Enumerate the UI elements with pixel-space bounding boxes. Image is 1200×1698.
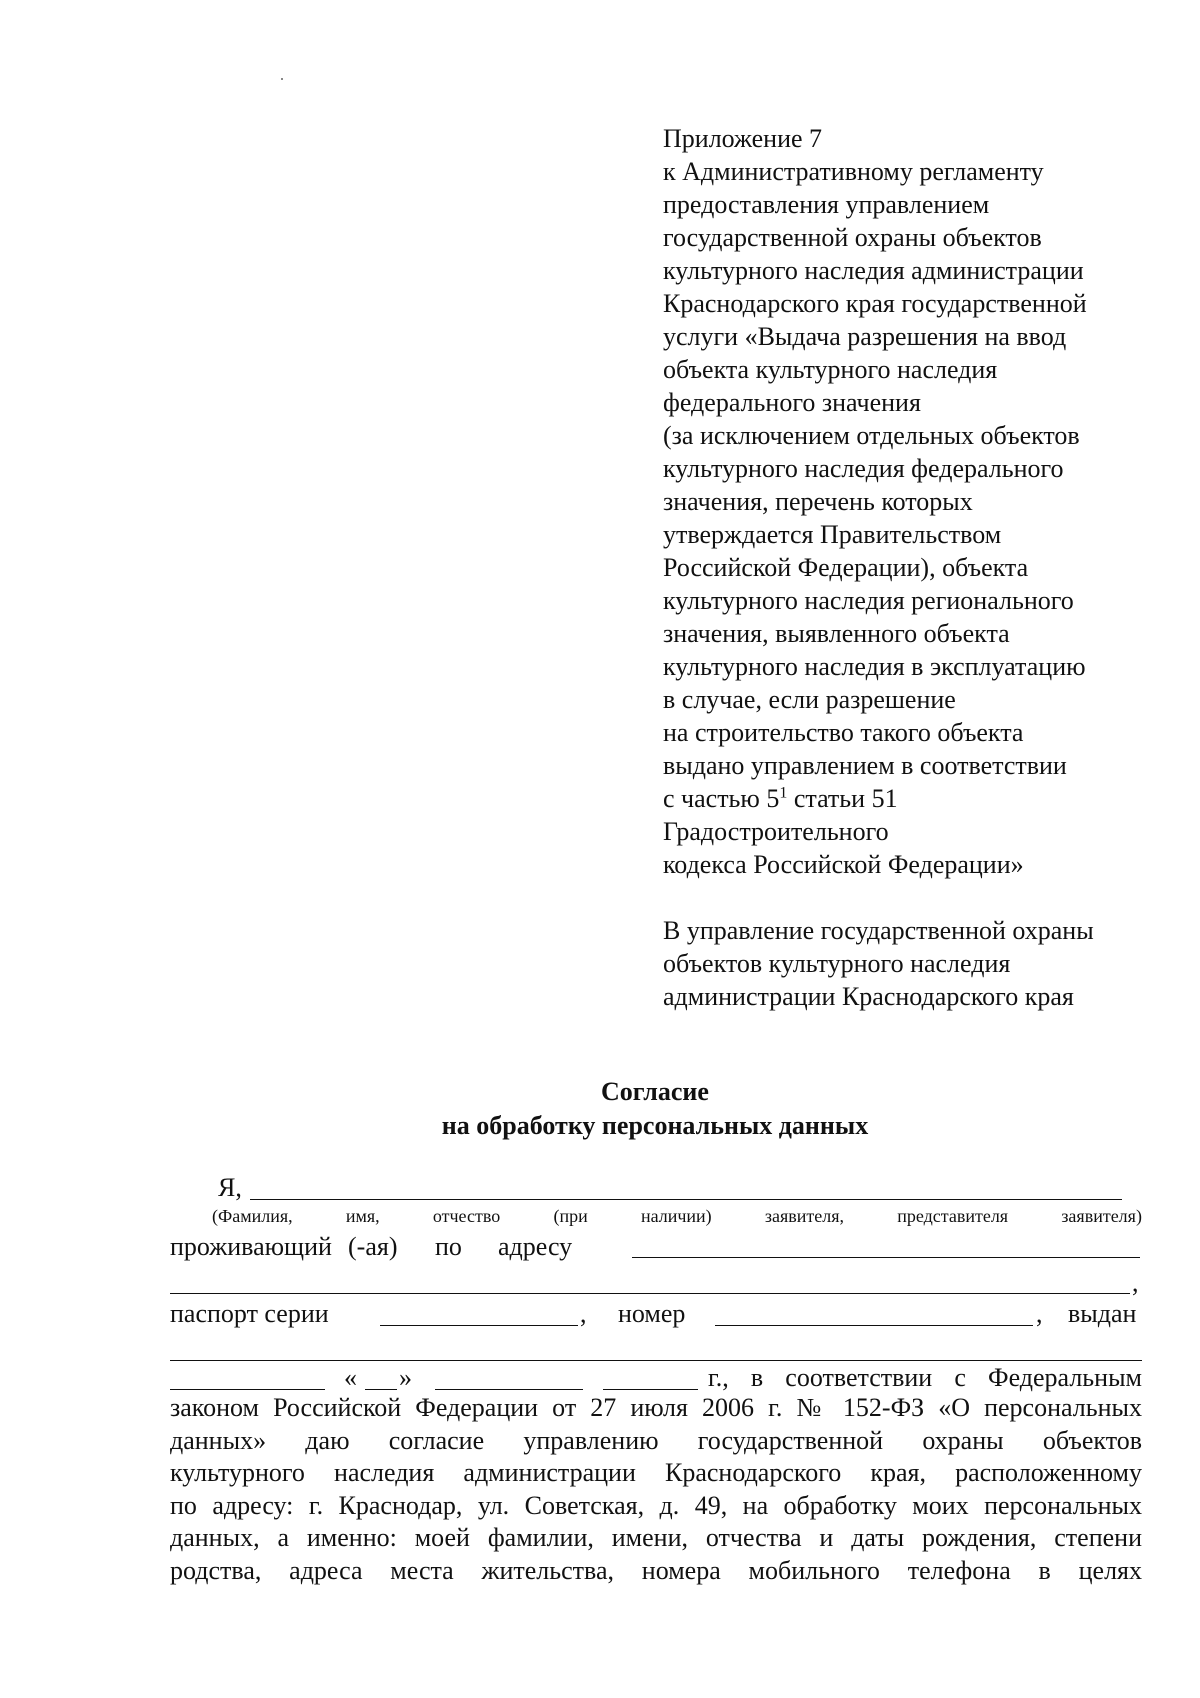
annex-line: на строительство такого объекта <box>663 718 1024 747</box>
annex-line: значения, выявленного объекта <box>663 619 1010 648</box>
caption-word: (при <box>553 1206 588 1226</box>
quote-open: « <box>344 1363 357 1392</box>
law-intro-word: в <box>750 1363 764 1392</box>
caption-word: отчество <box>432 1206 501 1226</box>
addressee-line: В управление государственной охраны <box>663 916 1094 945</box>
document-title <box>170 1075 1140 1143</box>
part-suffix: статьи 51 <box>787 784 898 813</box>
date-row <box>170 1361 1142 1395</box>
annex-line: Краснодарского края государственной <box>663 289 1087 318</box>
annex-line: утверждается Правительством <box>663 520 1002 549</box>
annex-line: культурного наследия регионального <box>663 586 1074 615</box>
issued-label: выдан <box>1068 1299 1137 1328</box>
scan-speck <box>281 78 283 80</box>
residing-word: проживающий <box>170 1232 332 1261</box>
annex-line: государственной охраны объектов <box>663 223 1042 252</box>
passport-number-field[interactable] <box>715 1325 1033 1326</box>
title-line-2: на обработку персональных данных <box>441 1111 869 1140</box>
paragraph-line: данных» даю согласие управлению государственной охраны объектов <box>170 1425 1142 1455</box>
part-prefix: с частью 5 <box>663 784 780 813</box>
consent-paragraph <box>170 1392 1142 1588</box>
residing-word: (-ая) <box>348 1232 398 1261</box>
caption-word: (Фамилия, <box>212 1206 293 1226</box>
annex-line: кодекса Российской Федерации» <box>663 850 1024 879</box>
month-field[interactable] <box>435 1389 583 1390</box>
annex-line-part <box>663 782 1183 815</box>
annex-line: значения, перечень которых <box>663 487 973 516</box>
annex-line: к Административному регламенту <box>663 157 1044 186</box>
annex-line: объекта культурного наследия <box>663 355 998 384</box>
law-intro-word: Федеральным <box>988 1363 1142 1392</box>
annex-line: Приложение 7 <box>663 124 823 153</box>
name-caption <box>212 1204 1142 1228</box>
caption-word: наличии) <box>640 1206 712 1226</box>
full-name-field[interactable] <box>250 1199 1122 1200</box>
caption-word: имя, <box>345 1206 380 1226</box>
passport-row <box>170 1297 1142 1331</box>
annex-line: выдано управлением в соответствии <box>663 751 1067 780</box>
annex-line: Российской Федерации), объекта <box>663 553 1029 582</box>
paragraph-line: данных, а именно: моей фамилии, имени, отчества и даты рождения, степени <box>170 1523 1142 1553</box>
title-line-1: Согласие <box>601 1077 709 1106</box>
annex-line: предоставления управлением <box>663 190 990 219</box>
annex-line: услуги «Выдача разрешения на ввод <box>663 322 1067 351</box>
passport-label: паспорт серии <box>170 1299 329 1328</box>
comma: , <box>580 1299 587 1328</box>
day-field[interactable] <box>365 1389 397 1390</box>
annex-line: культурного наследия в эксплуатацию <box>663 652 1086 681</box>
name-row <box>170 1171 1142 1205</box>
paragraph-line: по адресу: г. Краснодар, ул. Советская, д. 49, на обработку моих персональных <box>170 1490 1142 1520</box>
annex-line: федерального значения <box>663 388 921 417</box>
addressee-line: администрации Краснодарского края <box>663 982 1074 1011</box>
caption-word: заявителя) <box>1061 1206 1142 1226</box>
law-intro <box>698 1361 1142 1395</box>
address-row <box>170 1230 1142 1264</box>
residing-word: адресу <box>498 1232 573 1261</box>
ya-label: Я, <box>218 1173 242 1202</box>
law-intro-word: с <box>954 1363 966 1392</box>
law-intro-word: г., <box>708 1363 729 1392</box>
passport-series-field[interactable] <box>380 1325 578 1326</box>
number-label: номер <box>618 1299 686 1328</box>
caption-word: заявителя, <box>764 1206 845 1226</box>
paragraph-line: родства, адреса места жительства, номера мобильного телефона в целях <box>170 1555 1142 1585</box>
comma: , <box>1036 1299 1043 1328</box>
part-superscript: 1 <box>779 784 788 802</box>
annex-line: в случае, если разрешение <box>663 685 956 714</box>
paragraph-line: культурного наследия администрации Краснодарского края, расположенному <box>170 1458 1142 1488</box>
address-field[interactable] <box>632 1257 1140 1258</box>
law-intro-word: соответствии <box>785 1363 933 1392</box>
annex-line: культурного наследия федерального <box>663 454 1064 483</box>
addressee-line: объектов культурного наследия <box>663 949 1011 978</box>
address-field-continued[interactable] <box>170 1293 1130 1294</box>
address-continuation-row <box>170 1266 1142 1300</box>
quote-close: » <box>399 1363 412 1392</box>
residing-word: по <box>435 1232 462 1261</box>
annex-block <box>663 122 1183 881</box>
addressee-block <box>663 914 1183 1013</box>
comma: , <box>1132 1268 1139 1297</box>
year-field[interactable] <box>603 1389 698 1390</box>
issued-by-field-end[interactable] <box>170 1389 325 1390</box>
caption-word: представителя <box>897 1206 1009 1226</box>
paragraph-line: законом Российской Федерации от 27 июля 2006 г. № 152-ФЗ «О персональных <box>170 1393 1142 1422</box>
annex-line: культурного наследия администрации <box>663 256 1084 285</box>
annex-line: Градостроительного <box>663 817 889 846</box>
annex-line: (за исключением отдельных объектов <box>663 421 1080 450</box>
